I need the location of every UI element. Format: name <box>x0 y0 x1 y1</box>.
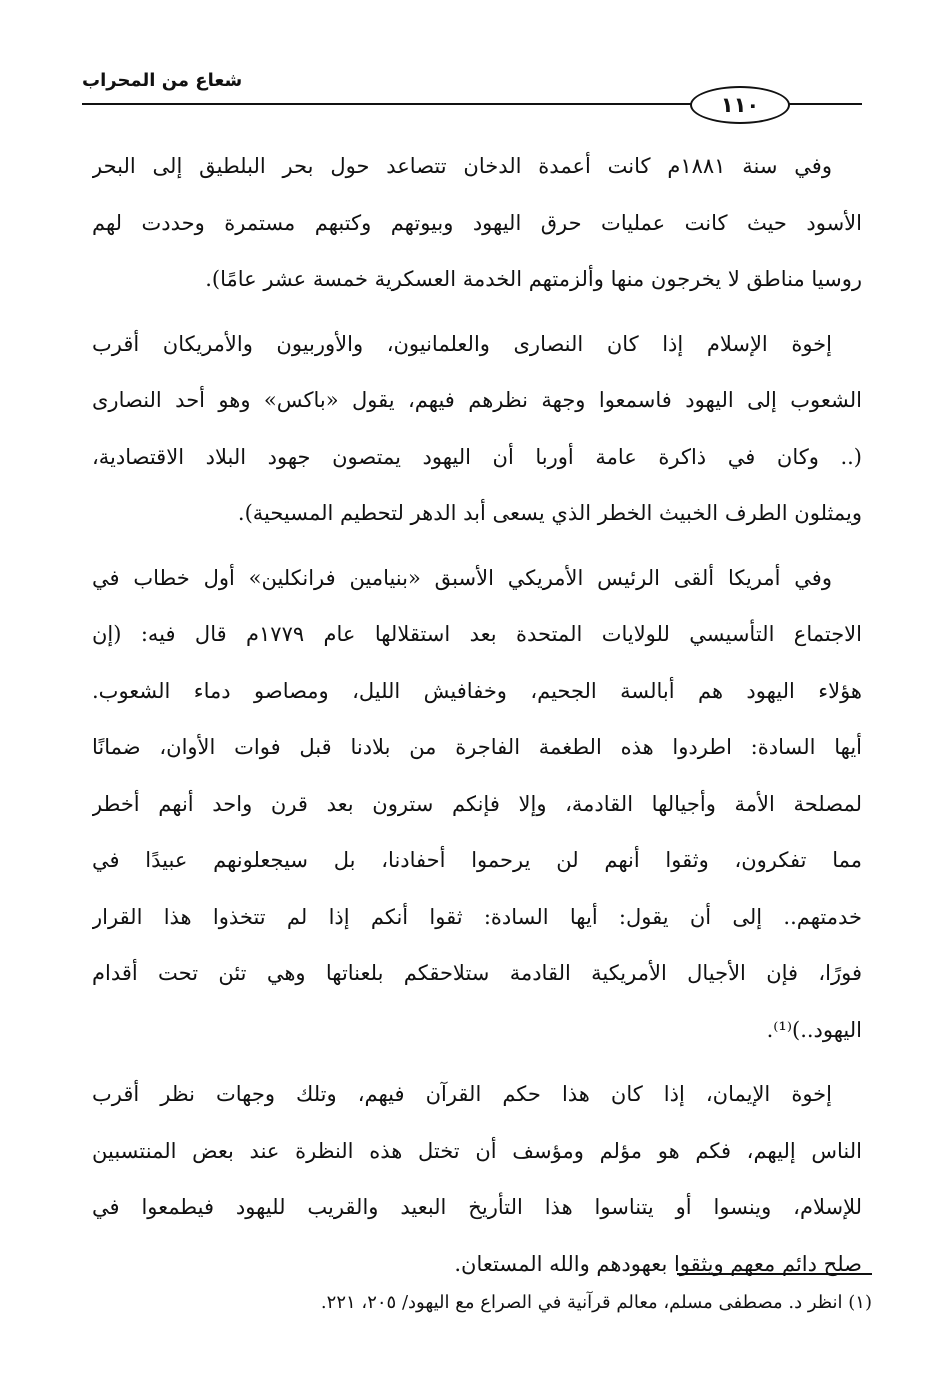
text-line: صلح دائم معهم ويثقوا بعهودهم والله المستعان. <box>454 1251 862 1276</box>
text-line: أيها السادة: اطردوا هذه الطغمة الفاجرة من بلادنا قبل فوات الأوان، ضمانًا <box>92 735 862 759</box>
text-line: روسيا مناطق لا يخرجون منها وألزمتهم الخدمة العسكرية خمسة عشر عامًا). <box>205 267 862 291</box>
text-line: اليهود..)⁽¹⁾. <box>766 1017 862 1042</box>
paragraph-4 <box>92 1066 862 1292</box>
text-line: وفي سنة ١٨٨١م كانت أعمدة الدخان تتصاعد حول بحر البلطيق إلى البحر <box>92 154 832 178</box>
text-line: مما تفكرون، وثقوا أنهم لن يرحموا أحفادنا، بل سيجعلونهم عبيدًا في <box>92 848 862 872</box>
running-title: شعاع من المحراب <box>82 70 243 91</box>
paragraph-2 <box>92 316 862 542</box>
page-number-badge: ١١٠ <box>690 86 790 124</box>
text-line: وفي أمريكا ألقى الرئيس الأمريكي الأسبق «بنيامين فرانكلين» أول خطاب في <box>92 565 832 590</box>
text-line: إخوة الإسلام إذا كان النصارى والعلمانيون، والأوربيون والأمريكان أقرب <box>92 331 832 356</box>
footnote: (١) انظر د. مصطفى مسلم، معالم قرآنية في الصراع مع اليهود/ ٢٠٥، ٢٢١. <box>320 1292 872 1313</box>
text-line: الناس إليهم، فكم هو مؤلم ومؤسف أن تختل هذه النظرة عند بعض المنتسبين <box>92 1138 862 1163</box>
text-line: (.. وكان في ذاكرة عامة أوربا أن اليهود يمتصون جهود البلاد الاقتصادية، <box>92 444 862 469</box>
text-line: هؤلاء اليهود هم أبالسة الجحيم، وخفافيش الليل، ومصاصو دماء الشعوب. <box>92 678 862 703</box>
footnote-separator <box>677 1273 872 1275</box>
text-line: الأسود حيث كانت عمليات حرق اليهود وبيوتهم وكتبهم مستمرة وحددت لهم <box>92 210 862 235</box>
text-line: إخوة الإيمان، إذا كان هذا حكم القرآن فيهم، وتلك وجهات نظر أقرب <box>92 1082 832 1106</box>
text-line: الشعوب إلى اليهود فاسمعوا وجهة نظرهم فيهم، يقول «باكس» وهو أحد النصارى <box>92 388 862 412</box>
text-line: للإسلام، وينسوا أو يتناسوا هذا التأريخ البعيد والقريب لليهود فيطمعوا في <box>92 1195 862 1219</box>
text-line: ويمثلون الطرف الخبيث الخطر الذي يسعى أبد الدهر لتحطيم المسيحية). <box>237 501 862 525</box>
paragraph-1 <box>92 138 862 308</box>
text-line: لمصلحة الأمة وأجيالها القادمة، وإلا فإنكم سترون بعد قرن واحد أنهم أخطر <box>92 791 862 816</box>
text-line: خدمتهم.. إلى أن يقول: أيها السادة: ثقوا أنكم إذا لم تتخذوا هذا القرار <box>92 904 862 929</box>
text-line: فورًا، فإن الأجيال الأمريكية القادمة ستلاحقكم بلعناتها وهي تئن تحت أقدام <box>92 961 862 985</box>
paragraph-3 <box>92 550 862 1059</box>
body-text <box>92 138 862 1300</box>
text-line: الاجتماع التأسيسي للولايات المتحدة بعد استقلالها عام ١٧٧٩م قال فيه: (إن <box>92 622 862 646</box>
